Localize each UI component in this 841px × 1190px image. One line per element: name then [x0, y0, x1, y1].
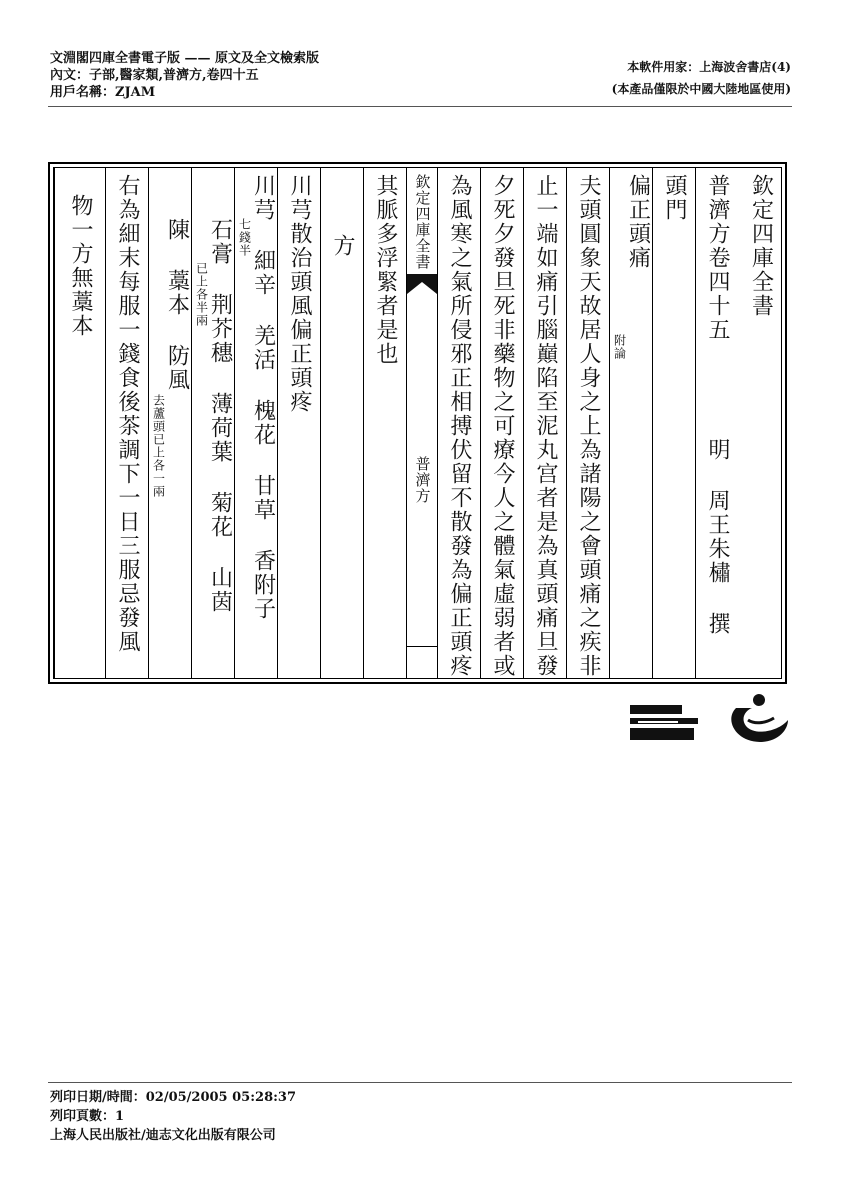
publisher-logo	[628, 690, 793, 750]
fu-lun-note: 附論	[612, 334, 627, 360]
book-page-inner-border	[53, 167, 782, 679]
column-subsection-heading	[609, 168, 652, 678]
body-text-5: 其脈多浮緊者是也	[373, 174, 398, 366]
body-text-3: 夕死夕發旦死非藥物之可療今人之體氣虛弱者或	[490, 174, 515, 678]
column-volume-title	[695, 168, 738, 678]
column-book-title	[738, 168, 783, 678]
ingredients-2-text: 石膏 荆芥穗 薄荷葉 菊花 山茵	[207, 218, 233, 614]
author-text: 明 周王朱橚 撰	[705, 438, 730, 636]
header-notice: (本產品僅限於中國大陸地區使用)	[611, 82, 791, 96]
column-fang	[320, 168, 363, 678]
ingredients-2-row	[196, 174, 231, 614]
body-text-4: 為風寒之氣所侵邪正相搏伏留不散發為偏正頭疼	[447, 174, 472, 678]
volume-title-text: 普濟方卷四十五	[705, 174, 730, 342]
banner-title: 欽定四庫全書	[413, 174, 432, 270]
header-left	[50, 50, 319, 101]
column-section-heading	[652, 168, 695, 678]
publisher-text: 上海人民出版社/迪志文化出版有限公司	[50, 1128, 276, 1143]
body-text-2: 止一端如痛引腦巔陷至泥丸宫者是為真頭痛旦發	[533, 174, 558, 678]
footer-rule	[48, 1082, 792, 1083]
column-text-5	[363, 168, 406, 678]
column-final	[54, 168, 105, 678]
final-text: 物一方無藁本	[68, 194, 93, 338]
banner-column	[406, 168, 437, 678]
column-formula-title	[277, 168, 320, 678]
fishtail-mark	[407, 274, 437, 296]
footer	[50, 1088, 296, 1145]
chuanxiong-dose-note: 七錢半	[237, 218, 252, 257]
header-right	[612, 56, 791, 100]
ingredients-1-text: 川芎 細辛 羌活 槐花 甘草 香附子	[250, 174, 276, 621]
formula-title-text: 川芎散治頭風偏正頭疼	[287, 174, 312, 414]
column-text-4	[437, 168, 480, 678]
column-ingredients-3	[148, 168, 191, 678]
subsection-row	[614, 174, 649, 360]
column-ingredients-1	[234, 168, 277, 678]
print-pages: 列印頁數：1	[50, 1109, 125, 1124]
subsection-heading-text: 偏正頭痛	[625, 174, 651, 270]
banner-divider	[407, 646, 437, 647]
fangfeng-dose-note: 去蘆頭已上各一兩	[151, 394, 166, 498]
column-text-3	[480, 168, 523, 678]
book-title-text: 欽定四庫全書	[748, 174, 774, 318]
publisher-logo-icon	[628, 690, 793, 750]
print-datetime: 列印日期/時間：02/05/2005 05:28:37	[50, 1090, 297, 1105]
ingredients-3-row	[153, 174, 188, 498]
column-text-2	[523, 168, 566, 678]
ingredients-1-row	[239, 174, 274, 621]
fang-heading: 方	[330, 234, 355, 258]
header-title: 文淵閣四庫全書電子版 —— 原文及全文檢索版	[50, 51, 320, 66]
ingredients-3-text: 陳 藁本 防風	[164, 218, 190, 392]
body-text-1: 夫頭圓象天故居人身之上為諸陽之會頭痛之疾非	[576, 174, 601, 678]
header-vendor: 本軟件用家：上海波舍書店(4)	[627, 60, 791, 74]
banner-book-name: 普濟方	[413, 456, 432, 504]
shigao-dose-note: 已上各半兩	[194, 262, 209, 327]
section-heading-text: 頭門	[662, 174, 687, 222]
header-rule	[48, 106, 792, 107]
column-text-1	[566, 168, 609, 678]
header-username: 用戶名稱：ZJAM	[50, 85, 156, 100]
column-ingredients-2	[191, 168, 234, 678]
book-page-frame	[48, 162, 787, 684]
column-instructions	[105, 168, 148, 678]
instructions-text: 右為細末每服一錢食後茶調下一日三服忌發風	[115, 174, 140, 654]
header-content-path: 內文：子部,醫家類,普濟方,卷四十五	[50, 68, 259, 83]
